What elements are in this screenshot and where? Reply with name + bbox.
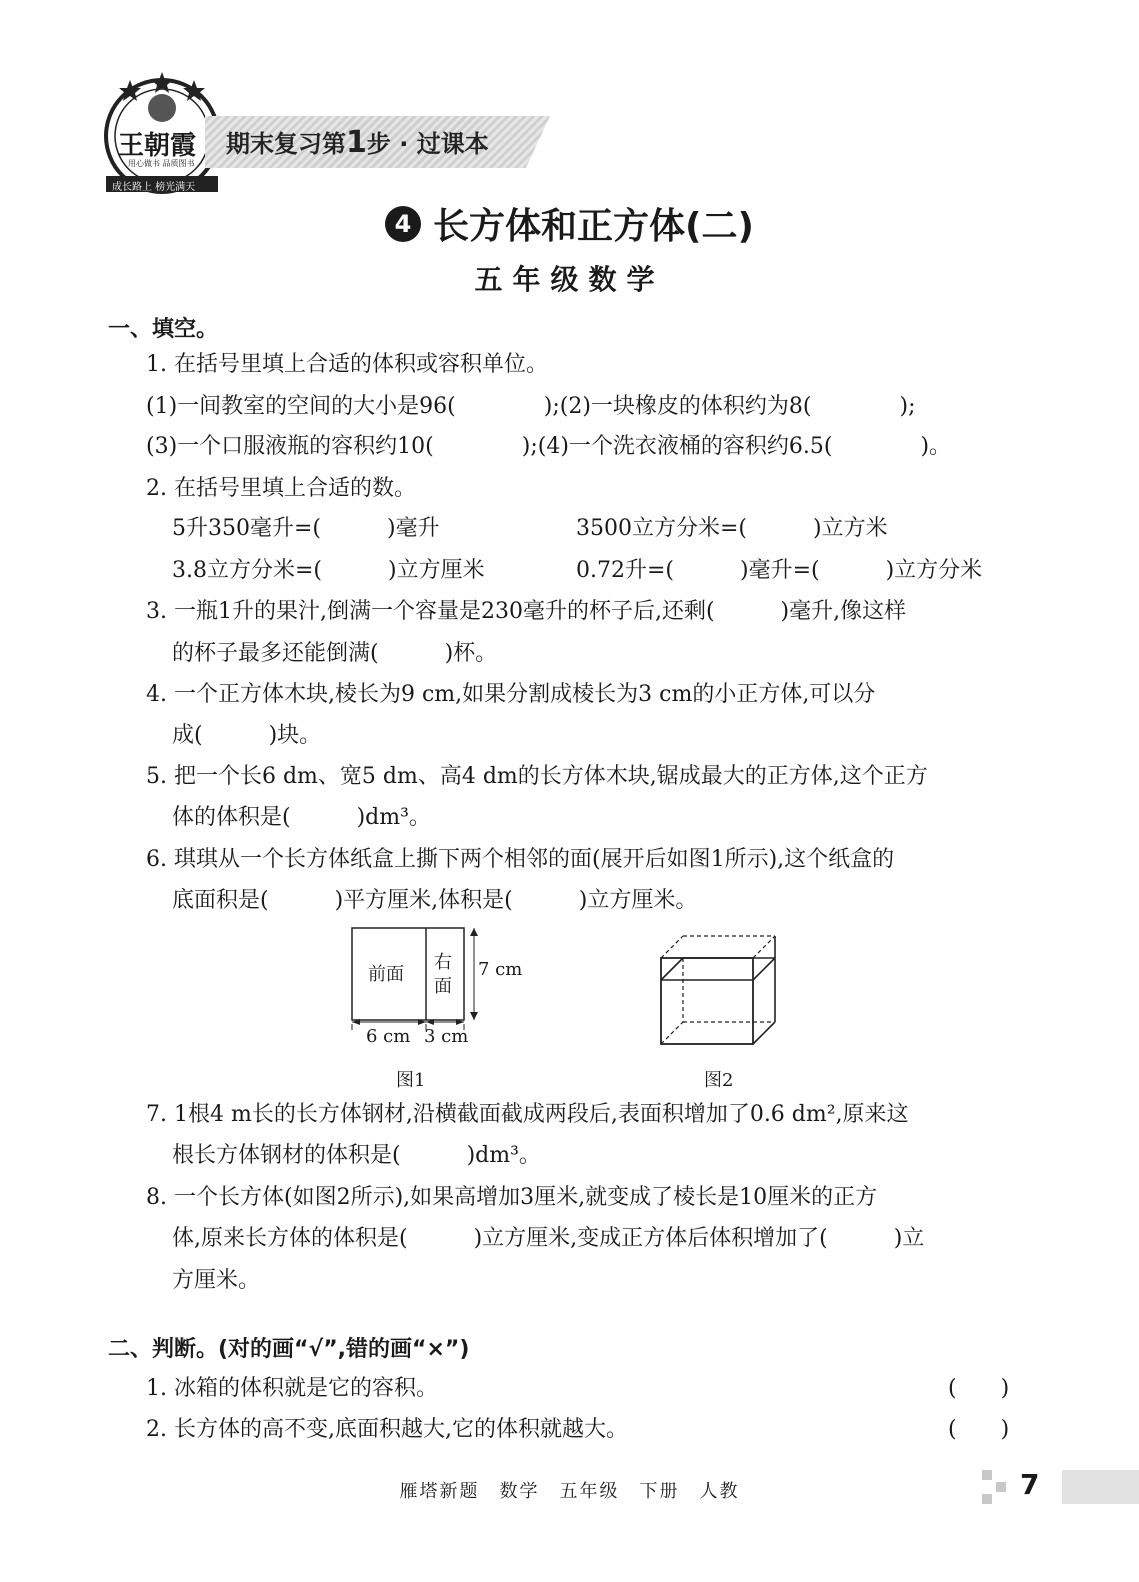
question-line: 成( )块。: [172, 723, 322, 748]
page-subtitle: 五年级数学: [474, 263, 665, 296]
figure-2-cuboid-diagram: [655, 922, 785, 1052]
judge-answer-bracket[interactable]: ( ): [948, 1376, 1010, 1401]
section-heading-fill-blank: 一、填空。: [108, 317, 219, 342]
brand-name: 王朝霞: [118, 131, 197, 161]
figure-1-right-label-top: 右: [434, 952, 452, 973]
step-banner-text: 期末复习第1步 · 过课本: [226, 125, 489, 160]
page-title: [0, 198, 1139, 249]
figure-1-height-label: 7 cm: [478, 959, 523, 980]
figure-2: [655, 922, 785, 1052]
question-line: 底面积是( )平方厘米,体积是( )立方厘米。: [172, 888, 698, 913]
question-line: 方厘米。: [172, 1268, 261, 1293]
page-number: 7: [1020, 1468, 1040, 1501]
brand-small-text: 用心做书 品质图书: [128, 159, 195, 168]
question-line: 体,原来长方体的体积是( )立方厘米,变成正方体后体积增加了( )立: [172, 1226, 925, 1251]
figure-1-width2-label: 3 cm: [424, 1026, 469, 1047]
question-line: 根长方体钢材的体积是( )dm³。: [172, 1143, 541, 1168]
decor-square: [996, 1482, 1006, 1492]
judge-answer-bracket[interactable]: ( ): [948, 1417, 1010, 1442]
judge-item: 2. 长方体的高不变,底面积越大,它的体积就越大。: [146, 1417, 628, 1442]
question-line: (1)一间教室的空间的大小是96( );(2)一块橡皮的体积约为8( );: [146, 394, 916, 419]
question-line: 3. 一瓶1升的果汁,倒满一个容量是230毫升的杯子后,还剩( )毫升,像这样: [146, 599, 907, 624]
question-line: 2. 在括号里填上合适的数。: [146, 476, 416, 501]
question-line: 8. 一个长方体(如图2所示),如果高增加3厘米,就变成了棱长是10厘米的正方: [146, 1185, 878, 1210]
figure-1-front-label: 前面: [368, 964, 404, 985]
question-line: 6. 琪琪从一个长方体纸盒上撕下两个相邻的面(展开后如图1所示),这个纸盒的: [146, 847, 895, 872]
question-line: 3500立方分米=( )立方米: [576, 516, 888, 541]
figure-1-right-label-bottom: 面: [434, 976, 452, 997]
question-line: 的杯子最多还能倒满( )杯。: [172, 641, 498, 666]
question-line: 1. 在括号里填上合适的体积或容积单位。: [146, 352, 548, 377]
decor-square: [982, 1494, 992, 1504]
question-line: 3.8立方分米=( )立方厘米: [172, 558, 485, 583]
page-number-bar: [1062, 1470, 1139, 1504]
title-number-badge: 4: [385, 206, 421, 242]
question-line: (3)一个口服液瓶的容积约10( );(4)一个洗衣液桶的容积约6.5( )。: [146, 434, 952, 459]
figure-1-width1-label: 6 cm: [366, 1026, 411, 1047]
brand-ribbon: 成长路上 榜光满天: [112, 182, 196, 193]
question-line: 7. 1根4 m长的长方体钢材,沿横截面截成两段后,表面积增加了0.6 dm²,原来这: [146, 1102, 909, 1127]
question-line: 体的体积是( )dm³。: [172, 805, 431, 830]
figure-2-caption: 图2: [704, 1070, 734, 1091]
question-line: 5升350毫升=( )毫升: [172, 516, 440, 541]
figure-1-caption: 图1: [396, 1070, 426, 1091]
question-line: 5. 把一个长6 dm、宽5 dm、高4 dm的长方体木块,锯成最大的正方体,这个正方: [146, 764, 928, 789]
judge-item: 1. 冰箱的体积就是它的容积。: [146, 1376, 438, 1401]
question-line: 0.72升=( )毫升=( )立方分米: [576, 558, 983, 583]
title-text: 长方体和正方体(二): [433, 206, 754, 247]
decor-square: [982, 1470, 992, 1480]
page-footer: 雁塔新题 数学 五年级 下册 人教: [399, 1481, 740, 1502]
question-line: 4. 一个正方体木块,棱长为9 cm,如果分割成棱长为3 cm的小正方体,可以分: [146, 682, 876, 707]
section-heading-true-false: 二、判断。(对的画“√”,错的画“×”): [108, 1337, 470, 1362]
